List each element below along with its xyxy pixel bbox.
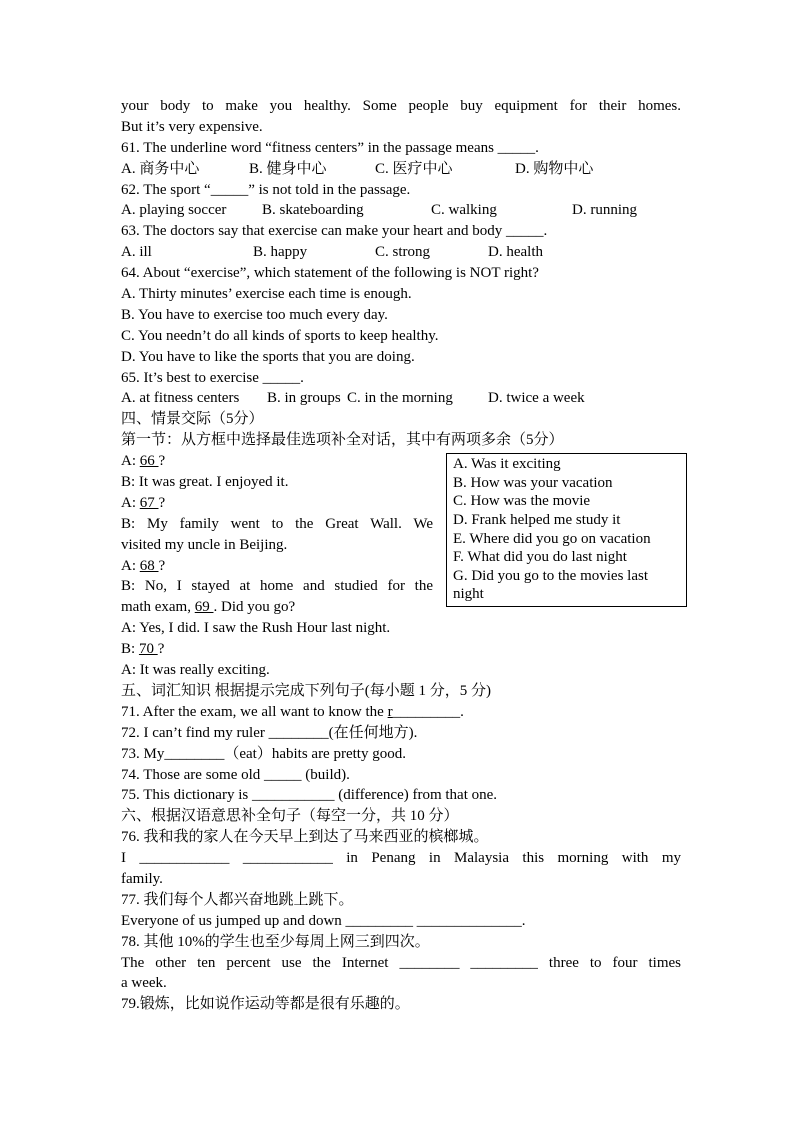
options-row [121,200,681,221]
exam-page [121,96,681,1015]
dialog-line [121,556,433,577]
option[interactable]: C. You needn’t do all kinds of sports to keep healthy. [121,327,439,344]
dialog-line [121,451,433,472]
dialog [121,451,433,681]
box-option[interactable]: B. How was your vacation [453,474,613,491]
item-text: (在任何地方). [328,724,418,741]
question-stem: 63. The doctors say that exercise can make your heart and body _____. [121,223,548,240]
item-text: . [460,703,464,720]
item-text: 73. My [121,745,165,762]
speaker: A: [121,494,140,511]
options-row [121,159,681,180]
dialog-line: visited my uncle in Beijing. [121,536,288,553]
translation-prompt: 79.锻炼，比如说作运动等都是很有乐趣的。 [121,996,410,1013]
dialog-line: A: It was really exciting. [121,662,270,679]
dialog-text: math exam, [121,599,195,616]
item-text: （eat）habits are pretty good. [224,745,406,762]
punct: ? [158,557,166,574]
option[interactable]: B. You have to exercise too much every day. [121,306,388,323]
options-row [121,388,681,409]
item-text: 72. I can’t find my ruler [121,724,269,741]
vocab-item [121,765,681,786]
answer-blank[interactable]: ___________ [251,787,335,804]
option[interactable]: B. 健身中心 [249,160,327,177]
blank-67[interactable]: 67 [139,494,159,511]
translation-answer[interactable]: Everyone of us jumped up and down _________ ______________. [121,912,526,929]
question-stem: 61. The underline word “fitness centers” in the passage means _____. [121,139,539,156]
vocab-item [121,744,681,765]
blank-68[interactable]: 68 [139,557,159,574]
translation-prompt: 77. 我们每个人都兴奋地跳上跳下。 [121,891,354,908]
section-title: 六、根据汉语意思补全句子（每空一分，共 10 分） [121,808,459,825]
option[interactable]: C. in the morning [347,390,453,407]
dialog-line: B: No, I stayed at home and studied for the [121,578,433,595]
option[interactable]: A. 商务中心 [121,160,200,177]
options-box [446,453,687,607]
option[interactable]: D. 购物中心 [515,160,594,177]
option[interactable]: B. skateboarding [262,202,364,219]
item-text: 71. After the exam, we all want to know the [121,703,388,720]
dialog-line [121,597,433,618]
dialog-line: B: My family went to the Great Wall. We [121,515,433,532]
box-option[interactable]: D. Frank helped me study it [453,511,621,528]
speaker: B: [121,641,139,658]
option[interactable]: A. at fitness centers [121,390,240,407]
speaker: A: [121,453,140,470]
vocab-item [121,723,681,744]
section-title: 四、情景交际（5分） [121,411,264,428]
answer-blank[interactable]: ________ [268,724,329,741]
question-stem: 62. The sport “_____” is not told in the passage. [121,181,411,198]
translation-answer[interactable]: I ____________ ____________ in Penang in Malaysia this morning with my [121,850,681,867]
answer-blank[interactable]: ________ [164,745,225,762]
dialog-line [121,639,433,660]
translation-answer[interactable]: The other ten percent use the Internet ________ _________ three to four times [121,954,681,971]
box-option[interactable]: G. Did you go to the movies last night [453,567,648,603]
punct: ? [158,453,166,470]
dialog-section [121,451,681,681]
item-text: 74. Those are some old [121,766,265,783]
dialog-line: B: It was great. I enjoyed it. [121,474,289,491]
answer-blank[interactable]: _____ [264,766,302,783]
option[interactable]: A. Thirty minutes’ exercise each time is enough. [121,286,412,303]
translation-answer: family. [121,870,163,887]
passage-line: your body to make you healthy. Some people buy equipment for their homes. [121,98,681,114]
option[interactable]: C. 医疗中心 [375,160,453,177]
translation-prompt: 76. 我和我的家人在今天早上到达了马来西亚的槟榔城。 [121,829,489,846]
option[interactable]: D. running [572,202,637,219]
box-option[interactable]: C. How was the movie [453,493,591,510]
passage-line: But it’s very expensive. [121,118,263,135]
speaker: A: [121,557,140,574]
option[interactable]: D. You have to like the sports that you are doing. [121,348,415,365]
question-stem: 65. It’s best to exercise _____. [121,369,304,386]
section-title: 五、词汇知识 根据提示完成下列句子(每小题 1 分，5 分) [121,682,491,699]
box-option[interactable]: F. What did you do last night [453,549,627,566]
vocab-item [121,785,681,806]
box-option[interactable]: A. Was it exciting [453,456,561,473]
item-text: 75. This dictionary is [121,787,252,804]
dialog-line [121,493,433,514]
dialog-line: A: Yes, I did. I saw the Rush Hour last night. [121,620,391,637]
hint-letter: r [387,703,393,720]
option[interactable]: B. in groups [267,390,341,407]
answer-blank[interactable]: _________ [392,703,461,720]
option[interactable]: D. health [488,244,543,261]
blank-66[interactable]: 66 [139,453,159,470]
option[interactable]: A. ill [121,244,152,261]
question-stem: 64. About “exercise”, which statement of the following is NOT right? [121,265,539,282]
item-text: (build). [301,766,350,783]
punct: ? [157,641,165,658]
option[interactable]: C. walking [431,202,497,219]
options-row [121,242,681,263]
punct: ? [158,494,166,511]
box-option[interactable]: E. Where did you go on vacation [453,530,651,547]
option[interactable]: B. happy [253,244,308,261]
translation-answer: a week. [121,975,167,992]
blank-70[interactable]: 70 [138,641,158,658]
item-text: (difference) from that one. [334,787,498,804]
option[interactable]: C. strong [375,244,431,261]
dialog-text: . Did you go? [213,599,296,616]
blank-69[interactable]: 69 [194,599,214,616]
option[interactable]: D. twice a week [488,390,585,407]
vocab-item [121,702,681,723]
option[interactable]: A. playing soccer [121,202,227,219]
translation-prompt: 78. 其他 10%的学生也至少每周上网三到四次。 [121,933,430,950]
section-instruction: 第一节：从方框中选择最佳选项补全对话，其中有两项多余（5分） [121,432,564,449]
